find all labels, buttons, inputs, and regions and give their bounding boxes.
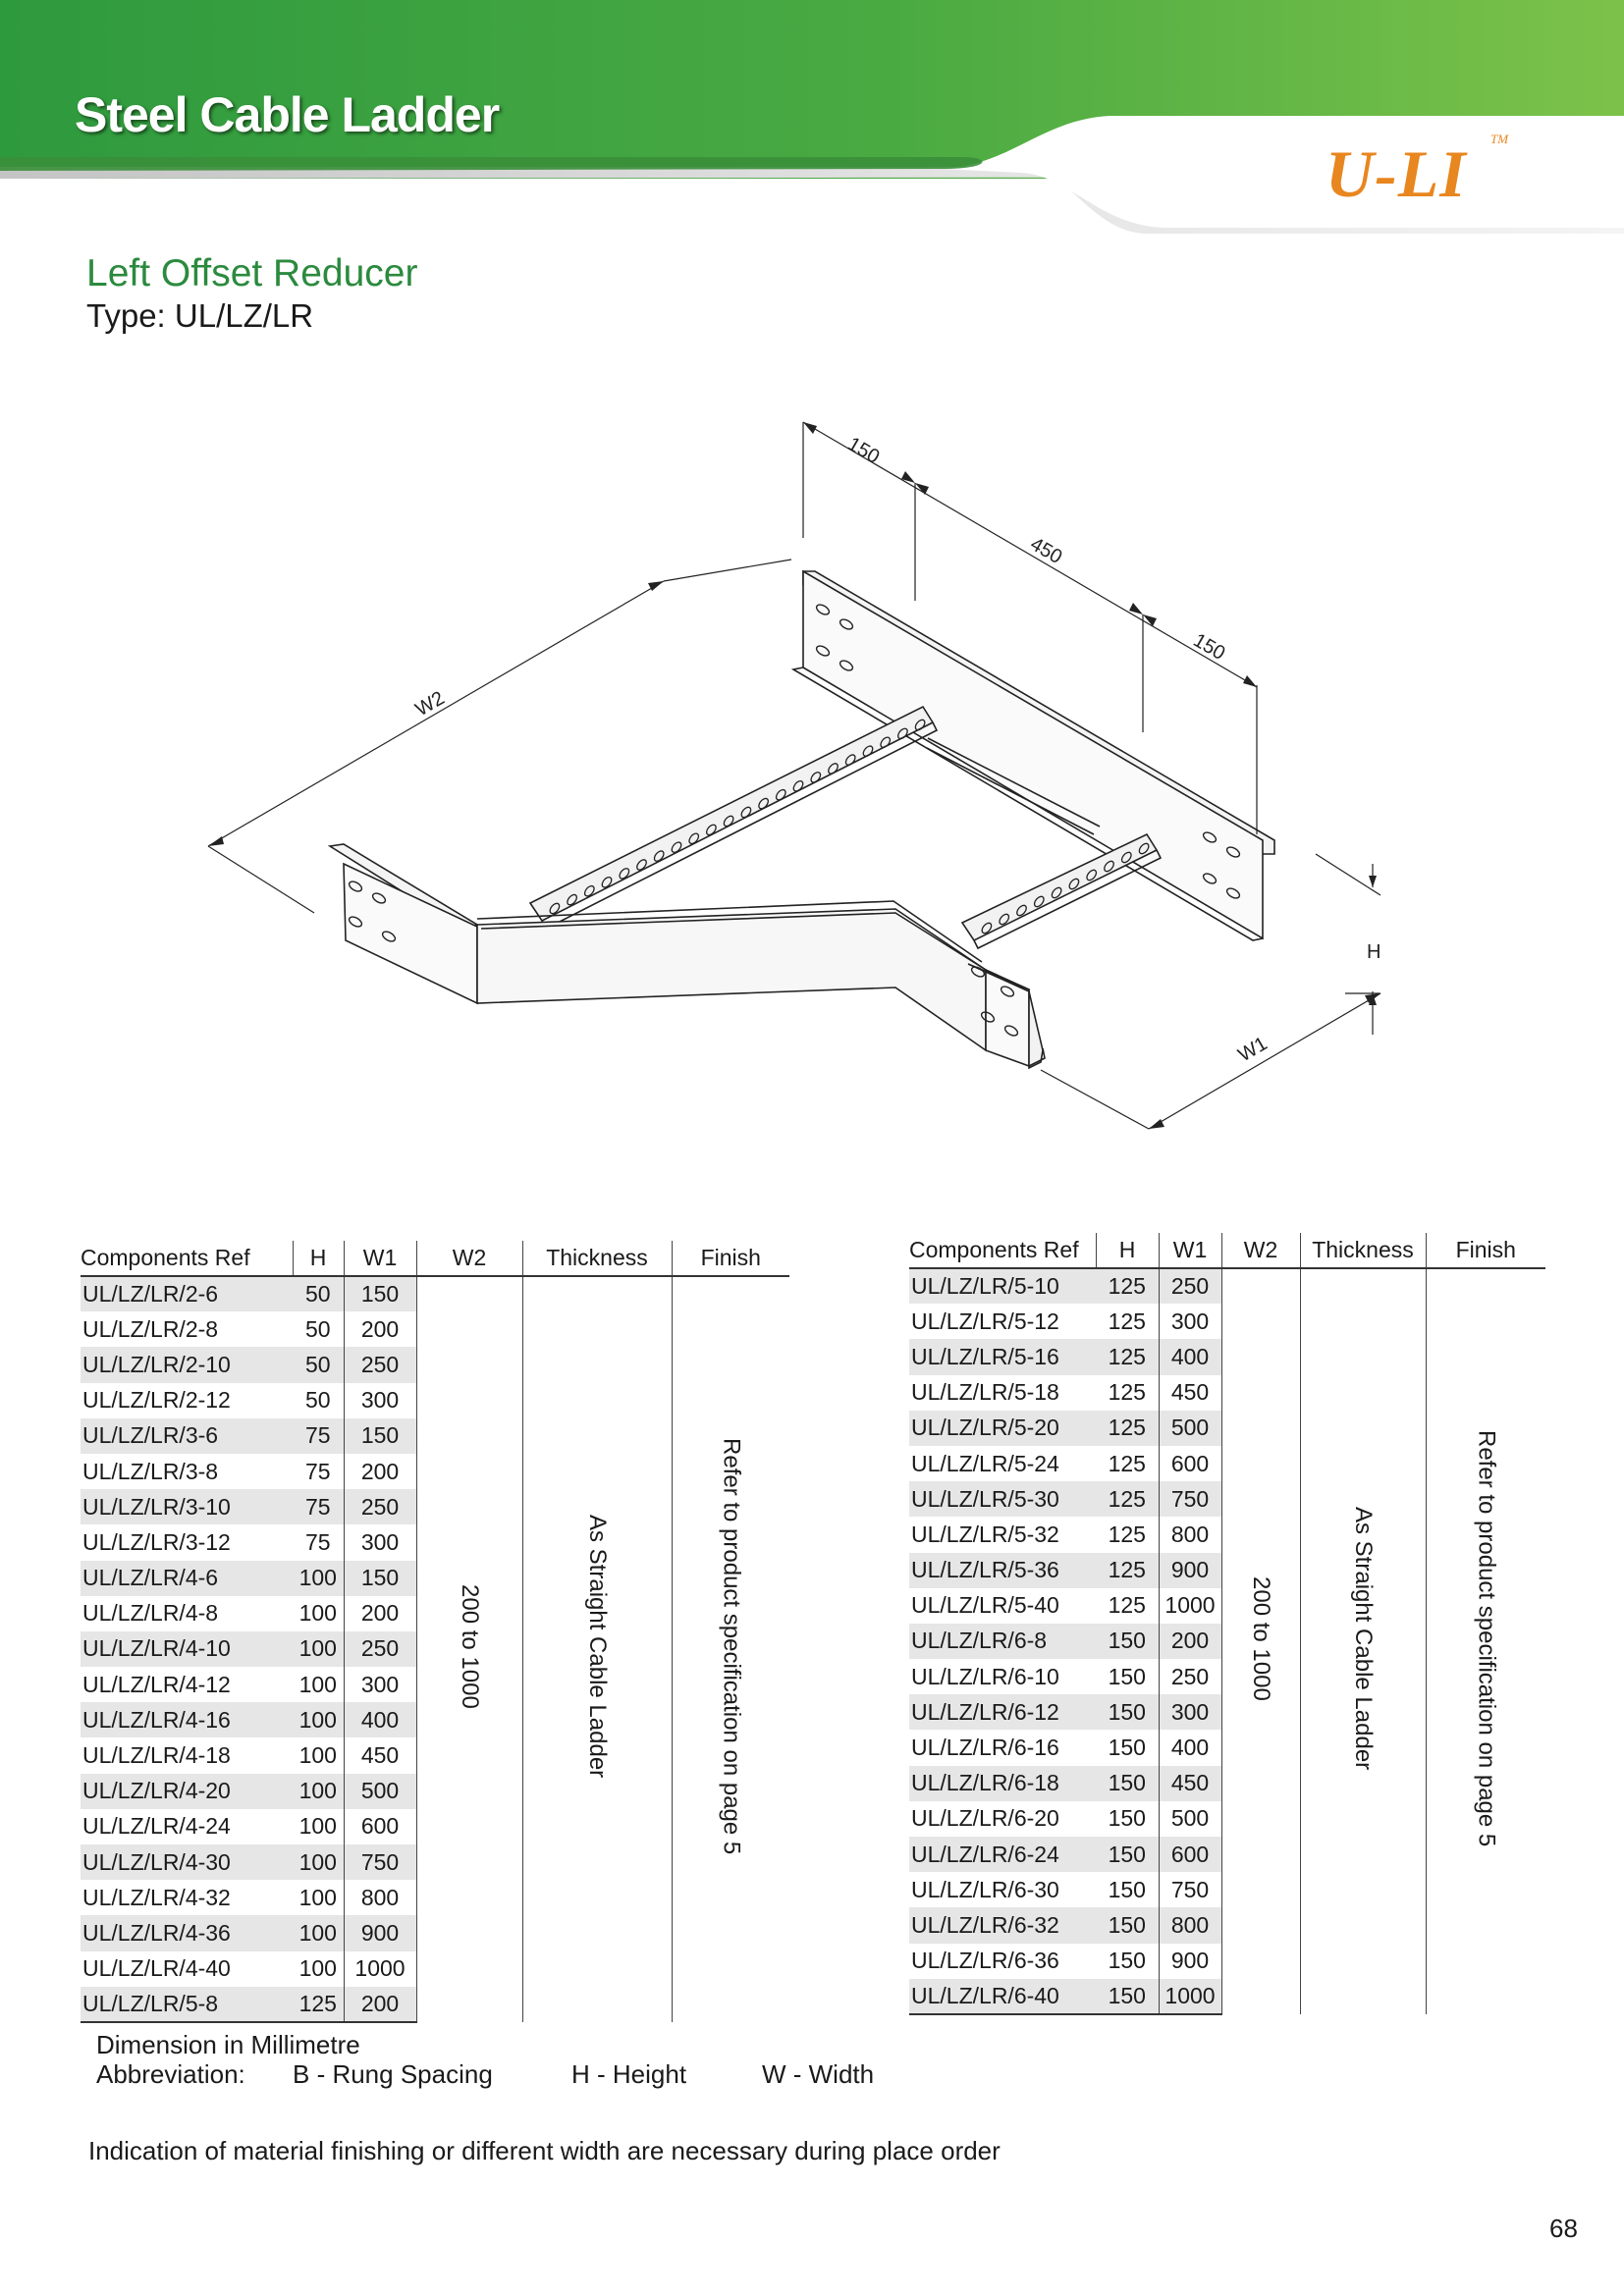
cell-components-ref: UL/LZ/LR/6-32 [909,1907,1096,1943]
product-type: Type: UL/LZ/LR [86,297,314,334]
cell-w1: 750 [1159,1481,1221,1517]
col-header-h: H [293,1241,344,1276]
cell-components-ref: UL/LZ/LR/4-24 [82,1813,231,1840]
cell-w1: 250 [1159,1268,1221,1304]
cell-w1: 300 [344,1667,416,1702]
cell-h: 125 [1096,1339,1159,1374]
cell-thickness [1300,1268,1426,2014]
cell-w1: 300 [344,1383,416,1418]
product-name: Left Offset Reducer [86,252,418,294]
cell-components-ref: UL/LZ/LR/4-10 [81,1631,293,1667]
cell-w1: 800 [344,1880,416,1915]
cell-h: 150 [1108,1948,1146,1974]
cell-w1: 250 [344,1347,416,1382]
cell-h: 75 [304,1458,331,1484]
cell-w2-range-text: 200 to 1000 [457,1584,483,1709]
cell-w1: 1000 [1159,1979,1221,2014]
cell-w1: 600 [1159,1446,1221,1481]
cell-components-ref: UL/LZ/LR/4-12 [82,1671,231,1697]
cell-w1: 200 [1159,1624,1221,1659]
cell-h: 125 [1096,1481,1159,1517]
cell-thickness [522,1276,672,2022]
cell-components-ref: UL/LZ/LR/3-10 [81,1489,293,1524]
cell-h: 125 [1096,1411,1159,1446]
cell-components-ref: UL/LZ/LR/6-16 [911,1735,1059,1761]
cell-w2-range-text: 200 to 1000 [1248,1576,1274,1701]
cell-h: 150 [1096,1766,1159,1801]
cell-h: 100 [298,1955,337,1982]
cell-w1: 150 [344,1276,416,1311]
cell-components-ref: UL/LZ/LR/6-12 [909,1694,1096,1730]
cell-h: 150 [1108,1805,1146,1832]
abbreviation-note [96,2059,874,2089]
cell-w1: 250 [344,1631,416,1667]
cell-w1: 900 [344,1915,416,1950]
abbreviation-h: H - Height [571,2059,687,2089]
dim-label-450: 450 [1026,533,1066,569]
cell-w1: 200 [344,1596,416,1631]
cell-h: 50 [304,1387,331,1414]
dim-label-150-side: 150 [1189,629,1229,666]
cell-components-ref: UL/LZ/LR/6-24 [909,1837,1096,1872]
abbreviation-w: W - Width [762,2059,875,2089]
cell-h: 100 [298,1884,337,1910]
table-row [81,1276,789,1311]
col-header-h: H [1096,1233,1159,1268]
cell-components-ref: UL/LZ/LR/2-10 [81,1347,293,1382]
cell-w1: 250 [1159,1659,1221,1694]
cell-w1: 150 [344,1561,416,1596]
cell-w2-range [1221,1268,1300,2014]
cell-h: 150 [1096,1907,1159,1943]
cell-h: 125 [1096,1553,1159,1588]
cell-components-ref: UL/LZ/LR/3-8 [82,1458,219,1484]
cell-h: 100 [298,1813,337,1840]
brand-trademark: TM [1490,132,1509,146]
page-header-title: Steel Cable Ladder [75,87,500,142]
right-spec-table [909,1233,1545,2015]
cell-components-ref: UL/LZ/LR/5-36 [909,1553,1096,1588]
cell-w1: 800 [1159,1907,1221,1943]
dim-label-h: H [1367,941,1381,963]
dim-label-150-top: 150 [843,433,884,469]
left-spec-table [81,1241,789,2023]
cell-components-ref: UL/LZ/LR/6-20 [911,1805,1059,1832]
cell-components-ref: UL/LZ/LR/4-30 [81,1844,293,1880]
cell-h: 100 [293,1915,344,1950]
cell-components-ref: UL/LZ/LR/2-6 [81,1276,293,1311]
cell-components-ref: UL/LZ/LR/5-10 [909,1268,1096,1304]
cell-h: 100 [293,1844,344,1880]
cell-components-ref: UL/LZ/LR/6-40 [909,1979,1096,2014]
cell-components-ref: UL/LZ/LR/5-16 [909,1339,1096,1374]
cell-h: 75 [304,1528,331,1555]
cell-components-ref: UL/LZ/LR/5-18 [911,1379,1059,1406]
col-header-thickness: Thickness [1300,1233,1426,1268]
cell-h: 100 [293,1774,344,1809]
brand-logo: U-LI [1326,136,1467,211]
dim-label-w1: W1 [1234,1033,1272,1067]
cell-w1: 900 [1159,1553,1221,1588]
cell-h: 125 [1108,1592,1146,1619]
cell-w1: 600 [344,1809,416,1844]
col-header-components-ref: Components Ref [81,1241,293,1276]
cell-components-ref: UL/LZ/LR/6-30 [911,1876,1059,1902]
cell-w1: 400 [344,1702,416,1737]
cell-components-ref: UL/LZ/LR/6-36 [911,1948,1059,1974]
cell-h: 125 [1108,1450,1146,1476]
cell-h: 75 [293,1489,344,1524]
cell-components-ref: UL/LZ/LR/5-40 [911,1592,1059,1619]
cell-w1: 300 [1159,1304,1221,1339]
cell-h: 150 [1096,1624,1159,1659]
col-header-w2: W2 [416,1241,522,1276]
cell-w1: 300 [344,1524,416,1560]
cell-h: 100 [293,1702,344,1737]
cell-components-ref: UL/LZ/LR/6-10 [911,1663,1059,1689]
cell-w1: 200 [344,1311,416,1347]
order-note: Indication of material finishing or different width are necessary during place order [88,2136,1001,2165]
cell-w1: 450 [1159,1375,1221,1411]
cell-thickness-text: As Straight Cable Ladder [584,1515,611,1779]
cell-h: 50 [293,1276,344,1311]
cell-finish-text: Refer to product specification on page 5 [718,1438,745,1855]
cell-components-ref: UL/LZ/LR/4-16 [81,1702,293,1737]
cell-w1: 600 [1159,1837,1221,1872]
cell-components-ref: UL/LZ/LR/5-32 [911,1521,1059,1547]
cell-components-ref: UL/LZ/LR/4-40 [82,1955,231,1982]
cell-w1: 900 [1159,1944,1221,1979]
table-row [909,1268,1545,1304]
cell-components-ref: UL/LZ/LR/4-8 [82,1600,219,1627]
col-header-w2: W2 [1221,1233,1300,1268]
cell-h: 125 [1108,1521,1146,1547]
cell-w1: 450 [344,1737,416,1773]
cell-h: 100 [298,1742,337,1769]
cell-h: 125 [1096,1268,1159,1304]
col-header-thickness: Thickness [522,1241,672,1276]
col-header-w1: W1 [1159,1233,1221,1268]
cell-components-ref: UL/LZ/LR/3-12 [82,1528,231,1555]
dimension-note: Dimension in Millimetre [96,2030,360,2059]
cell-w1: 500 [1159,1801,1221,1837]
cell-h: 100 [293,1631,344,1667]
cell-h: 150 [1108,1735,1146,1761]
cell-components-ref: UL/LZ/LR/4-18 [82,1742,231,1769]
cell-h: 50 [304,1315,331,1342]
cell-thickness-text: As Straight Cable Ladder [1350,1507,1377,1771]
cell-components-ref: UL/LZ/LR/4-6 [81,1561,293,1596]
cell-components-ref: UL/LZ/LR/5-12 [911,1308,1059,1334]
cell-components-ref: UL/LZ/LR/5-24 [911,1450,1059,1476]
cell-w2-range [416,1276,522,2022]
cell-w1: 500 [344,1774,416,1809]
cell-h: 125 [1108,1308,1146,1334]
cell-h: 150 [1096,1979,1159,2014]
cell-components-ref: UL/LZ/LR/2-12 [82,1387,231,1414]
col-header-finish: Finish [672,1241,789,1276]
cell-components-ref: UL/LZ/LR/4-36 [81,1915,293,1950]
cell-finish [672,1276,789,2022]
cell-w1: 400 [1159,1339,1221,1374]
cell-w1: 200 [344,1987,416,2022]
cell-h: 100 [293,1561,344,1596]
cell-finish-text: Refer to product specification on page 5 [1473,1430,1500,1847]
cell-w1: 500 [1159,1411,1221,1446]
cell-w1: 150 [344,1418,416,1454]
cell-h: 150 [1096,1837,1159,1872]
col-header-finish: Finish [1426,1233,1545,1268]
cell-w1: 800 [1159,1517,1221,1552]
offset-reducer-drawing [187,402,1424,1168]
top-rung [530,707,933,921]
cell-h: 75 [293,1418,344,1454]
cell-w1: 750 [1159,1872,1221,1907]
cell-h: 125 [1108,1379,1146,1406]
cell-components-ref: UL/LZ/LR/6-18 [909,1766,1096,1801]
cell-components-ref: UL/LZ/LR/4-20 [81,1774,293,1809]
cell-h: 50 [293,1347,344,1382]
front-main-web [477,909,986,1050]
cell-components-ref: UL/LZ/LR/2-8 [82,1315,219,1342]
col-header-components-ref: Components Ref [909,1233,1096,1268]
cell-w1: 200 [344,1454,416,1489]
cell-components-ref: UL/LZ/LR/5-30 [909,1481,1096,1517]
page-number: 68 [1549,2214,1578,2243]
cell-h: 100 [298,1671,337,1697]
front-right-web [986,970,1029,1066]
abbreviation-b: B - Rung Spacing [293,2059,493,2089]
cell-h: 150 [1096,1694,1159,1730]
cell-w1: 750 [344,1844,416,1880]
cell-w1: 400 [1159,1730,1221,1765]
cell-w1: 450 [1159,1766,1221,1801]
back-rail-web [803,571,1263,938]
cell-w1: 250 [344,1489,416,1524]
col-header-w1: W1 [344,1241,416,1276]
abbreviation-label: Abbreviation: [96,2059,245,2089]
cell-w1: 1000 [1159,1588,1221,1624]
cell-components-ref: UL/LZ/LR/6-8 [909,1624,1096,1659]
dim-label-w2: W2 [411,687,449,721]
cell-h: 125 [293,1987,344,2022]
cell-h: 100 [298,1600,337,1627]
cell-components-ref: UL/LZ/LR/5-8 [81,1987,293,2022]
cell-components-ref: UL/LZ/LR/4-32 [82,1884,231,1910]
cell-h: 150 [1108,1663,1146,1689]
cell-finish [1426,1268,1545,2014]
cell-w1: 1000 [344,1951,416,1987]
cell-components-ref: UL/LZ/LR/5-20 [909,1411,1096,1446]
table-notes [96,2030,874,2089]
cell-h: 150 [1108,1876,1146,1902]
cell-w1: 300 [1159,1694,1221,1730]
cell-components-ref: UL/LZ/LR/3-6 [81,1418,293,1454]
